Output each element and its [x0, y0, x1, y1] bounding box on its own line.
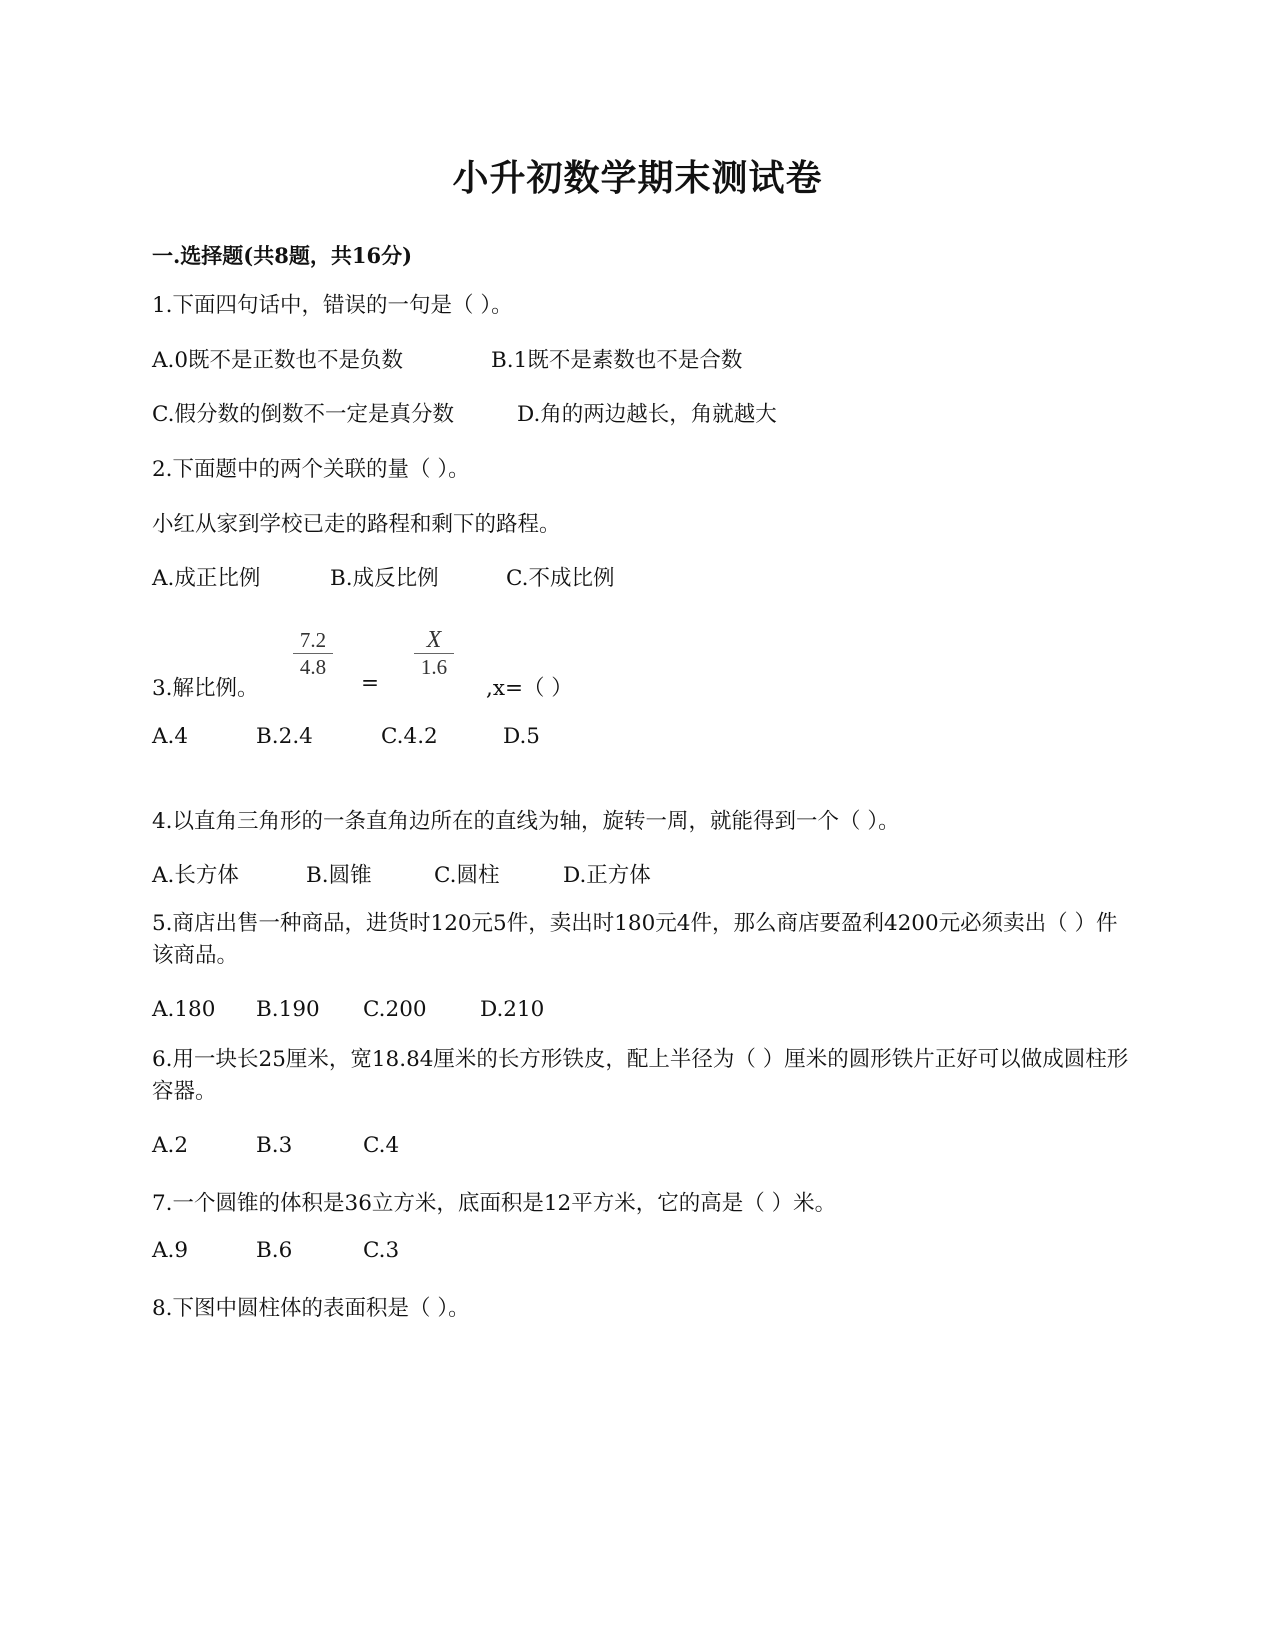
question-3-fraction-right	[412, 628, 456, 679]
question-3-option-b: B.2.4	[256, 724, 313, 749]
question-5-option-d: D.210	[480, 997, 545, 1022]
question-6-option-b: B.3	[256, 1133, 293, 1158]
question-7-option-b: B.6	[256, 1238, 293, 1263]
question-6-option-a: A.2	[152, 1133, 189, 1158]
question-5-stem: 5.商店出售一种商品，进货时120元5件，卖出时180元4件，那么商店要盈利4200元必须卖出（ ）件该商品。	[152, 911, 1118, 968]
question-7-option-c: C.3	[363, 1238, 400, 1263]
question-6-stem: 6.用一块长25厘米，宽18.84厘米的长方形铁皮，配上半径为（ ）厘米的圆形铁片正好可以做成圆柱形容器。	[152, 1047, 1129, 1104]
fraction-bar	[414, 653, 454, 654]
question-4-stem: 4.以直角三角形的一条直角边所在的直线为轴，旋转一周，就能得到一个（ ）。	[152, 809, 900, 834]
question-7-option-a: A.9	[152, 1238, 189, 1263]
question-1-option-c: C.假分数的倒数不一定是真分数	[152, 402, 455, 427]
question-4-option-a: A.长方体	[152, 863, 239, 888]
question-1-option-d: D.角的两边越长，角就越大	[517, 402, 777, 427]
question-4-option-b: B.圆锥	[306, 863, 372, 888]
question-5-option-b: B.190	[256, 997, 320, 1022]
question-3-prefix: 3.解比例。	[152, 676, 259, 701]
question-6-option-c: C.4	[363, 1133, 400, 1158]
question-2-option-c: C.不成比例	[506, 566, 615, 591]
question-1-option-a: A.0既不是正数也不是负数	[152, 348, 404, 373]
question-3-option-c: C.4.2	[381, 724, 438, 749]
question-3-equals: =	[361, 671, 380, 696]
question-8-stem: 8.下图中圆柱体的表面积是（ ）。	[152, 1296, 470, 1321]
question-5-option-a: A.180	[152, 997, 216, 1022]
question-3-suffix: ,x=（ ）	[486, 676, 573, 701]
question-5-option-c: C.200	[363, 997, 427, 1022]
question-3-option-d: D.5	[503, 724, 540, 749]
question-3-fraction-left	[291, 628, 335, 679]
question-2-stem: 2.下面题中的两个关联的量（ ）。	[152, 457, 470, 482]
question-1-option-b: B.1既不是素数也不是合数	[491, 348, 743, 373]
fraction-left-numerator: 7.2	[299, 628, 327, 652]
question-4-option-d: D.正方体	[563, 863, 651, 888]
question-4-option-c: C.圆柱	[434, 863, 500, 888]
question-1-stem: 1.下面四句话中，错误的一句是（ ）。	[152, 293, 513, 318]
fraction-right-denominator: 1.6	[420, 655, 448, 679]
fraction-left-denominator: 4.8	[299, 655, 327, 679]
question-7-stem: 7.一个圆锥的体积是36立方米，底面积是12平方米，它的高是（ ）米。	[152, 1191, 837, 1216]
page-title: 小升初数学期末测试卷	[452, 157, 823, 199]
question-3-option-a: A.4	[152, 724, 189, 749]
section-heading: 一.选择题(共8题，共16分)	[152, 243, 413, 268]
fraction-right-numerator: X	[426, 627, 442, 653]
question-2-option-b: B.成反比例	[330, 566, 439, 591]
fraction-bar	[293, 653, 333, 654]
question-2-option-a: A.成正比例	[152, 566, 261, 591]
question-2-context: 小红从家到学校已走的路程和剩下的路程。	[152, 512, 561, 537]
